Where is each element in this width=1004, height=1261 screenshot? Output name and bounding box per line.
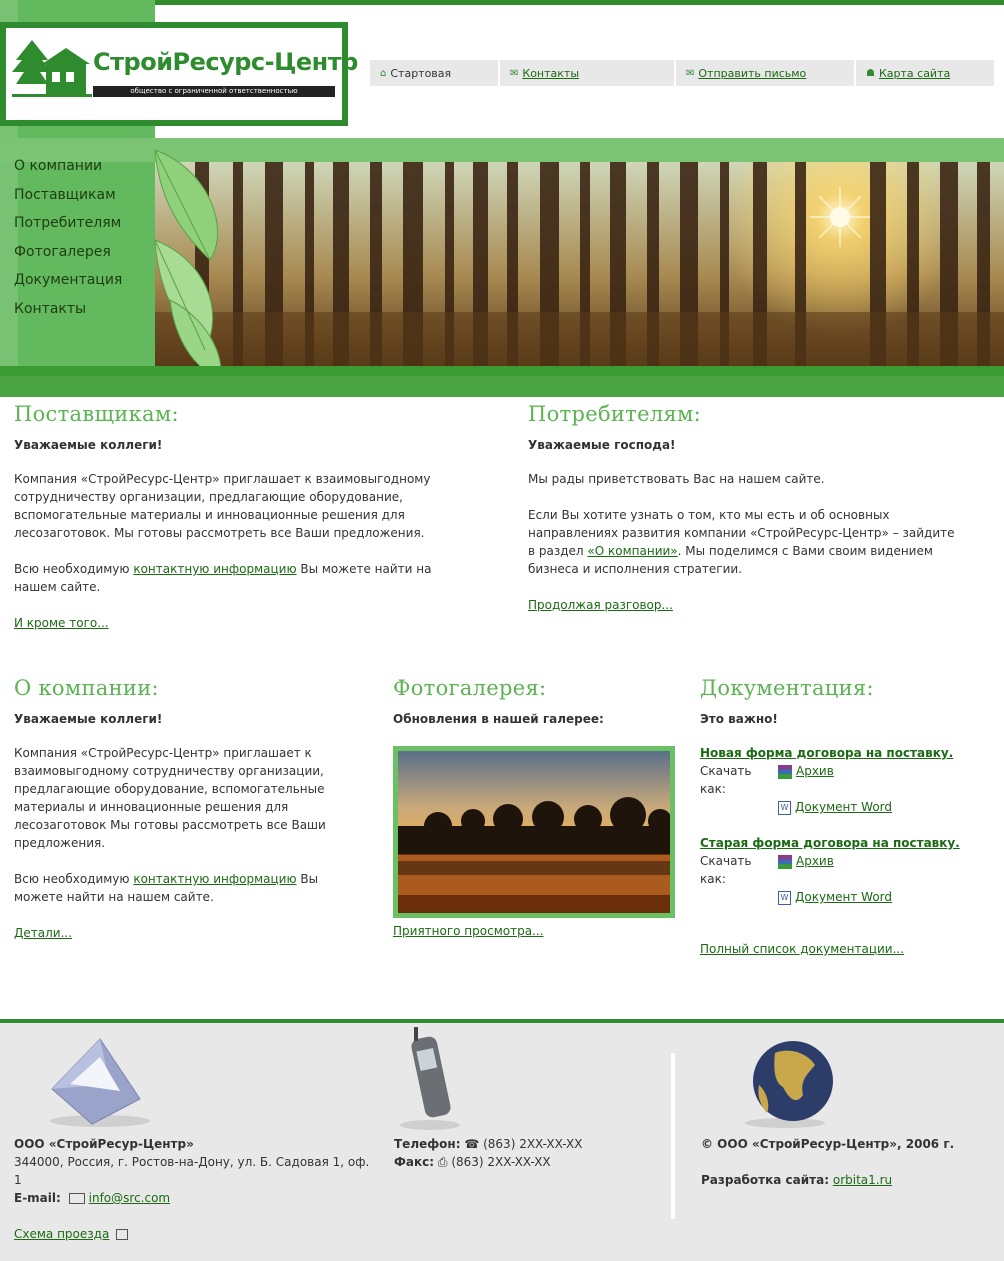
footer-copyright-block: © ООО «СтройРесур-Центр», 2006 г. Разработка сайта: orbita1.ru (701, 1137, 955, 1187)
footer-copyright: © ООО «СтройРесур-Центр», 2006 г. (701, 1137, 955, 1151)
doc-archive-link[interactable]: Архив (796, 854, 834, 868)
logo[interactable] (0, 22, 358, 126)
gallery-heading: Фотогалерея: (393, 676, 547, 700)
suppliers-heading: Поставщикам: (14, 402, 179, 426)
forest-banner-image (155, 162, 1004, 368)
send-mail-icon: ✉ (686, 67, 695, 79)
topnav-send-mail[interactable]: ✉ Отправить письмо (676, 60, 856, 86)
sidemenu-item-consumers[interactable]: Потребителям (14, 215, 122, 232)
topnav-start[interactable]: ⌂ Стартовая (370, 60, 500, 86)
docs-heading: Документация: (700, 676, 874, 700)
archive-icon (778, 855, 792, 869)
contact-info-link[interactable]: контактную информацию (133, 562, 297, 576)
footer-phone-block: Телефон: ☎ (863) 2XX-XX-XX Факс: ⎙ (863) 2XX-XX-XX (394, 1137, 583, 1169)
sidemenu-item-suppliers[interactable]: Поставщикам (14, 186, 116, 203)
footer-address: 344000, Россия, г. Ростов-на-Дону, ул. Б. Садовая 1, оф. 1 (14, 1155, 370, 1187)
company-logo-name: СтройРесурс-Центр (93, 48, 358, 76)
company-logo-tagline: общество с ограниченной ответственностью (93, 86, 335, 97)
about-section (14, 676, 359, 942)
envelope-icon (69, 1193, 85, 1204)
house-tree-logo-icon (12, 38, 92, 98)
doc-word-link[interactable]: Документ Word (795, 890, 892, 904)
sidemenu-item-about[interactable]: О компании (14, 158, 103, 174)
suppliers-text: Компания «СтройРесурс-Центр» приглашает к взаимовыгодному сотрудничеству организации, предлагающие оборудование, вспомогательные материалы и инновационные решения для лесозаготовок. Мы готовы рассмотреть все Ваши предложения. (14, 472, 431, 540)
new-window-icon (116, 1229, 128, 1240)
green-band-bottom (0, 366, 1004, 397)
about-heading: О компании: (14, 676, 159, 700)
phone-icon: ☎ (464, 1137, 480, 1151)
about-details-link[interactable]: Детали... (14, 926, 73, 940)
doc-item: Старая форма договора на поставку. Скачать как: Архив W Документ Word (700, 836, 960, 904)
consumers-heading: Потребителям: (528, 402, 702, 426)
archive-icon (778, 765, 792, 779)
contact-info-link[interactable]: контактную информацию (133, 872, 297, 886)
doc-word-link[interactable]: Документ Word (795, 800, 892, 814)
about-text: Компания «СтройРесурс-Центр» приглашает к взаимовыгодному сотрудничеству организации, предлагающие оборудование, вспомогательные материалы и инновационные решения для лесозаготовок Мы готовы рассмотреть все Ваши предложения. (14, 746, 326, 850)
consumers-about-text: Если Вы хотите узнать о том, кто мы есть и об основных направлениях развития компании «СтройРесурс-Центр» – зайдите в раздел «О компании». Мы поделимся с Вами своим видением бизнеса и исполнения стратегии. (528, 508, 955, 576)
envelope-icon: ✉ (510, 67, 519, 79)
consumers-section (528, 402, 958, 614)
gallery-more-link[interactable]: Приятного просмотра... (393, 924, 544, 938)
about-contact-text: Всю необходимую контактную информацию Вы можете найти на нашем сайте. (14, 872, 319, 904)
word-doc-icon: W (778, 801, 791, 815)
suppliers-section (14, 402, 444, 632)
side-menu (14, 158, 122, 330)
developer-link[interactable]: orbita1.ru (832, 1173, 893, 1187)
consumers-more-link[interactable]: Продолжая разговор... (528, 598, 673, 612)
about-greeting: Уважаемые коллеги! (14, 712, 163, 726)
docs-section (700, 676, 1000, 956)
sidemenu-item-contacts[interactable]: Контакты (14, 300, 87, 317)
home-icon: ⌂ (380, 67, 387, 79)
footer-email-link[interactable]: info@src.com (88, 1191, 171, 1205)
suppliers-more-link[interactable]: И кроме того... (14, 616, 109, 630)
topnav-contacts[interactable]: ✉ Контакты (500, 60, 676, 86)
suppliers-greeting: Уважаемые коллеги! (14, 438, 163, 452)
gallery-photo[interactable] (393, 746, 675, 918)
doc-archive-link[interactable]: Архив (796, 764, 834, 778)
consumers-greeting: Уважаемые господа! (528, 438, 676, 452)
topnav-sitemap[interactable]: ☗ Карта сайта (866, 66, 951, 80)
footer (0, 1019, 1004, 1261)
footer-phone: (863) 2XX-XX-XX (483, 1137, 583, 1151)
footer-fax: (863) 2XX-XX-XX (451, 1155, 551, 1169)
doc-title-link[interactable]: Новая форма договора на поставку. (700, 746, 954, 760)
envelope-icon (40, 1029, 150, 1129)
doc-item: Новая форма договора на поставку. Скачать как: Архив W Документ Word (700, 746, 954, 814)
directions-map-link[interactable]: Схема проезда (14, 1227, 110, 1241)
fax-icon: ⎙ (437, 1155, 448, 1169)
green-leaves-decoration (150, 150, 230, 380)
docs-full-list-link[interactable]: Полный список документации... (700, 942, 905, 956)
suppliers-contact-text: Всю необходимую контактную информацию Вы можете найти на нашем сайте. (14, 562, 432, 594)
sidemenu-item-docs[interactable]: Документация (14, 272, 123, 289)
sitemap-icon: ☗ (866, 67, 875, 79)
top-navigation (370, 60, 994, 86)
footer-company-name: ООО «СтройРесур-Центр» (14, 1137, 194, 1151)
about-company-link[interactable]: «О компании» (587, 544, 678, 558)
footer-company-block: ООО «СтройРесур-Центр» 344000, Россия, г. Ростов-на-Дону, ул. Б. Садовая 1, оф. 1 E-mail: info@src.com Схема проезда (14, 1135, 374, 1243)
sidemenu-item-gallery[interactable]: Фотогалерея (14, 243, 111, 260)
consumers-text: Мы рады приветствовать Вас на нашем сайте. (528, 472, 825, 486)
doc-title-link[interactable]: Старая форма договора на поставку. (700, 836, 960, 850)
gallery-section (393, 676, 683, 938)
docs-subtitle: Это важно! (700, 712, 778, 726)
gallery-subtitle: Обновления в нашей галерее: (393, 712, 604, 726)
globe-icon (745, 1035, 840, 1130)
mobile-phone-icon (400, 1027, 470, 1132)
word-doc-icon: W (778, 891, 791, 905)
